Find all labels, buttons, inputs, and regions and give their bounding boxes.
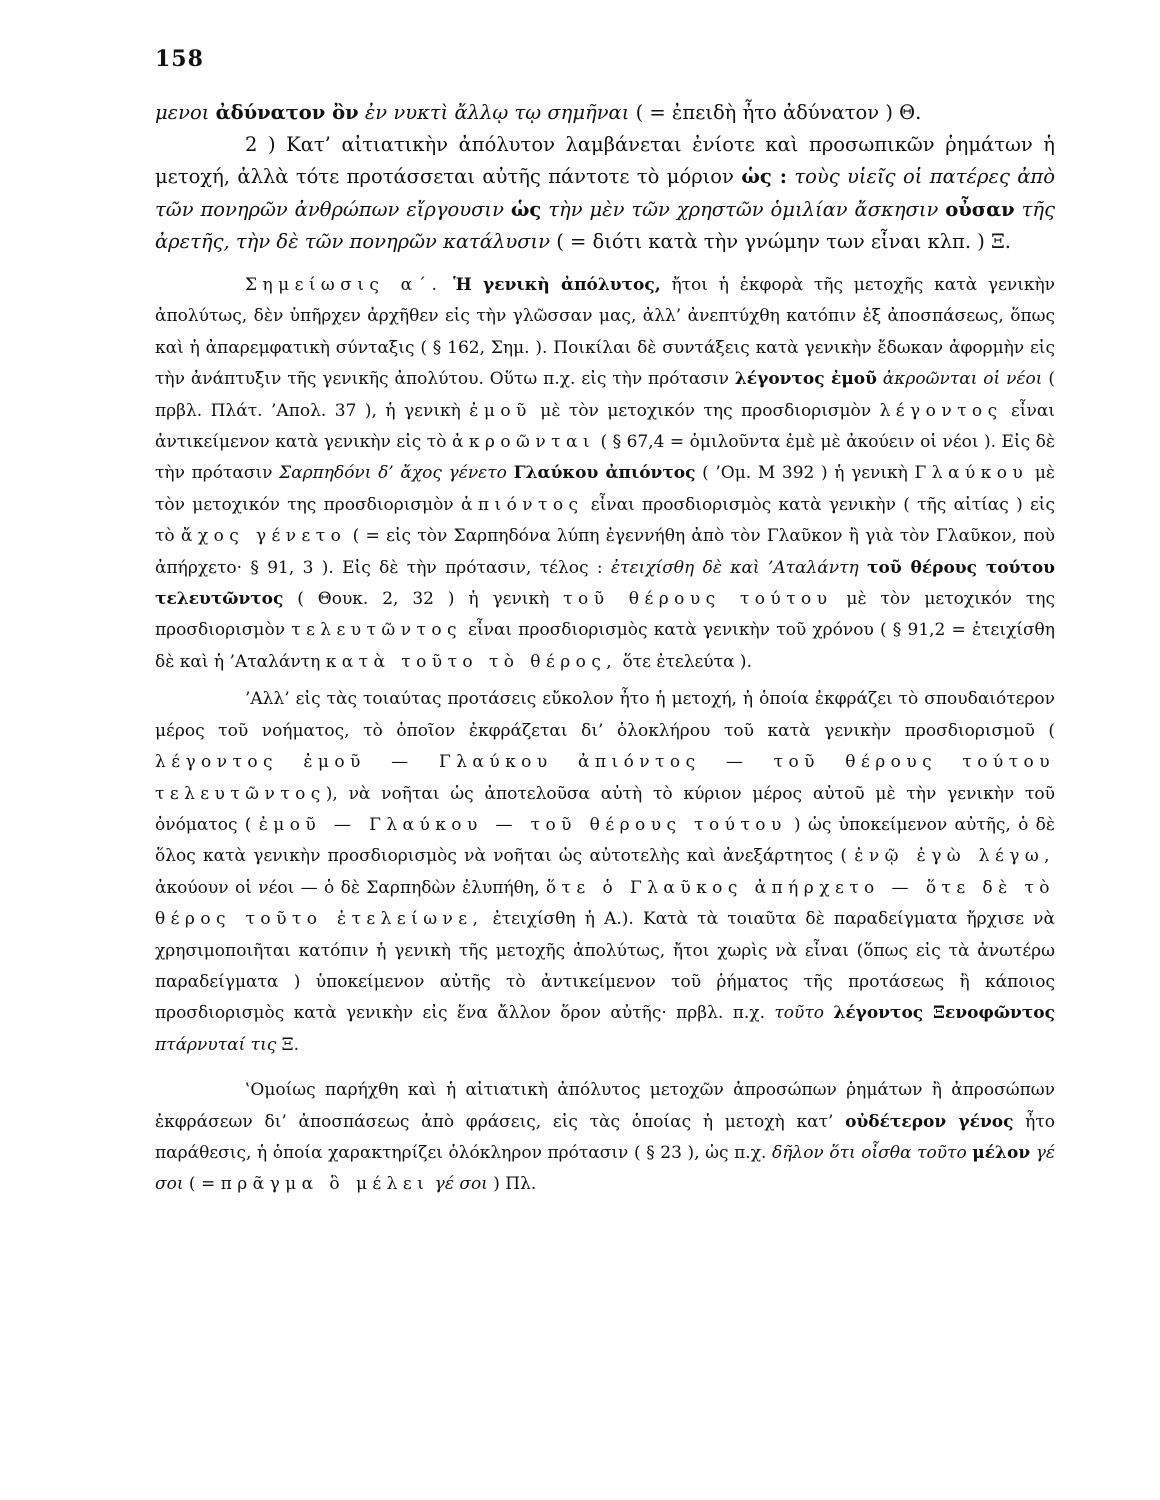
text-run: ’Αλλ’ εἰς τὰς τοιαύτας προτάσεις εὔκολον ἦτο ἡ μετοχή, ἡ ὁποία ἐκφράζει τὸ σπουδαιότερον μέρος τοῦ νοήματος, τὸ ὁποῖον ἐκφράζεται δι’ ὁλοκλήρου τοῦ κατὰ γενικὴν προσδιορισμοῦ ( xyxy=(155,689,1055,741)
text-run: ἐνῷ ἐγὼ λέγω, xyxy=(854,846,1056,867)
para-note-alpha xyxy=(155,270,1055,678)
text-run: ἀπιόντος xyxy=(460,494,584,515)
text-run: πρᾶγμα ὃ μέλει xyxy=(220,1174,430,1195)
para-rule-2 xyxy=(155,129,1055,258)
text-run: τοῦ θέρους τούτου τελευτῶντος xyxy=(155,557,1055,610)
text-run: λέγοντος Ξενοφῶντος xyxy=(833,1003,1055,1024)
text-run: ( = ἐπειδὴ ἦτο ἀδύνατον ) Θ. xyxy=(629,101,922,124)
text-run: ( = εἰς τὸν Σαρπηδόνα λύπη ἐγεννήθη ἀπὸ τὸν Γλαῦκον ἢ γιὰ τὸν Γλαῦκον, ποὺ ἀπήρχετο· § 91, 3 ). Εἰς δὲ τὴν πρότασιν, τέλος : xyxy=(155,526,1056,578)
text-run: Σαρπηδόνι δ’ ἄχος γένετο xyxy=(279,463,514,484)
text-run: ) ὡς ὑποκείμενον αὐτῆς, ὁ δὲ ὅλος κατὰ γενικὴν προσδιορισμὸς νὰ νοῆται ὡς αὐτοτελὴς καὶ ἀνεξάρτητος ( xyxy=(155,814,1055,867)
text-run: ), νὰ νοῆται ὡς ἀποτελοῦσα αὐτὴ τὸ κύριον μέρος αὐτοῦ μὲ τὴν γενικὴν τοῦ ὀνόματος ( xyxy=(155,783,1055,835)
text-run: εἶναι προσδιορισμὸς κατὰ γενικὴν ( τῆς αἰτίας ) εἰς τὸ xyxy=(155,494,1055,547)
para-continuation xyxy=(155,97,1055,129)
text-run: ‛Ομοίως παρήχθη καὶ ἡ αἰτιατικὴ ἀπόλυτος μετοχῶν ἀπροσώπων ῥημάτων ἢ ἀπροσώπων ἐκφράσεων δι’ ἀποσπάσεως ἀπὸ φράσεις, εἰς τὰς ὁποίας ἡ μετοχὴ κατ’ xyxy=(155,1080,1055,1132)
text-run: μὲ τὸν μετοχικόν της προσδιορισμὸν xyxy=(531,400,880,421)
text-run: ( ’Ομ. Μ 392 ) ἡ γενικὴ xyxy=(695,463,915,484)
text-run: εἶναι προσδιορισμὸς κατὰ γενικὴν τοῦ χρόνου ( § 91,2 = ἐτειχίσθη δὲ καὶ ἡ ’Αταλάντη xyxy=(155,620,1055,672)
text-run xyxy=(442,275,453,295)
text-run: Ξ. xyxy=(276,1034,300,1055)
text-run: μὲ τὸν μετοχικόν της προσδιορισμὸν xyxy=(155,589,1055,641)
text-run: ἐν νυκτὶ ἄλλῳ τῳ σημῆναι xyxy=(358,101,630,124)
text-run: ἐτειχίσθη δὲ καὶ ’Αταλάντη xyxy=(610,557,868,578)
text-run: τῆς ἀρετῆς, τὴν δὲ τῶν πονηρῶν κατάλυσιν xyxy=(155,197,1056,253)
text-run: ἀκροῶνται xyxy=(451,432,595,453)
text-run: ὅτε ἐτελεύτα ). xyxy=(617,651,752,672)
text-run: κατὰ τοῦτο τὸ θέρος, xyxy=(325,651,618,672)
text-run: ( = διότι κατὰ τὴν γνώμην των εἶναι κλπ. ) Ξ. xyxy=(550,229,1011,253)
text-run: Σημείωσις α΄. xyxy=(245,275,443,296)
text-run: ἤτοι ἡ ἐκφορὰ τῆς μετοχῆς κατὰ γενικὴν ἀπολύτως, δὲν ὑπῆρχεν ἀρχῆθεν εἰς τὴν γλῶσσαν μας, ἀλλ’ ἀνεπτύχθη κατόπιν ἐξ ἀποσπάσεως, ὅπως καὶ ἡ ἀπαρεμφατικὴ σύνταξις ( § 162, Σημ. ). Ποικίλαι δὲ συντάξεις κατὰ γενικὴν ἔδωκαν ἀφορμὴν εἰς τὴν ἀνάπτυξιν τῆς γενικῆς ἀπολύτου. Οὕτω π.χ. εἰς τὴν πρότασιν xyxy=(155,275,1056,390)
text-run: ἦτο παράθεσις, ἡ ὁποία χαρακτηρίζει ὁλόκληρον πρότασιν ( § 23 ), ὡς π.χ. xyxy=(155,1111,1055,1163)
para-accusative xyxy=(155,1075,1055,1201)
text-run: οὐδέτερον γένος xyxy=(845,1111,1014,1132)
text-run: μὲ τὸν μετοχικόν της προσδιορισμὸν xyxy=(155,463,1056,515)
text-run: ὅτε ὁ Γλαῦκος ἀπήρχετο — ὅτε δὲ τὸ θέρος τοῦτο ἐτελείωνε, xyxy=(155,877,1055,930)
text-run: τοῦτο xyxy=(774,1003,834,1024)
text-run: ( πρβλ. Πλάτ. ’Απολ. 37 ), ἡ γενικὴ xyxy=(155,369,1055,421)
text-run: ὡς : xyxy=(741,165,787,189)
text-run: 2 ) Κατ’ αἰτιατικὴν ἀπόλυτον λαμβάνεται ἐνίοτε καὶ προσωπικῶν ῥημάτων ἡ μετοχή, ἀλλὰ τότε προτάσσεται αὐτῆς πάντοτε τὸ μόριον xyxy=(155,133,1055,189)
text-run: γέ σοι xyxy=(429,1174,488,1195)
text-run: δῆλον ὅτι οἶσθα τοῦτο xyxy=(772,1142,973,1163)
text-run: τοὺς υἱεῖς οἱ πατέρες ἀπὸ τῶν πονηρῶν ἀνθρώπων εἴργουσιν xyxy=(155,165,1055,221)
para-explanation xyxy=(155,684,1055,1061)
text-run: λέγοντος ἐμοῦ — Γλαύκου ἀπιόντος — τοῦ θέρους τούτου τελευτῶντος xyxy=(155,752,1055,804)
text-run: ( Θουκ. 2, 32 ) ἡ γενικὴ xyxy=(283,589,564,610)
text-run: οὖσαν xyxy=(945,197,1015,221)
text-run: Γλαύκου ἀπιόντος xyxy=(513,463,696,484)
text-run: ἐτειχίσθη ἡ Α.). Κατὰ τὰ τοιαῦτα δὲ παραδείγματα ἤρχισε νὰ χρησιμοποιῆται κατόπιν ἡ γενικὴ τῆς μετοχῆς ἀπολύτως, ἤτοι χωρὶς νὰ εἶναι (ὅπως εἰς τὰ ἀνωτέρω παραδείγματα ) ὑποκείμενον αὐτῆς τὸ ἀντικείμενον τοῦ ῥήματος τῆς προτάσεως ἢ κάποιος προσδιορισμὸς κατὰ γενικὴν εἰς ἕνα ἄλλον ὅρον αὐτῆς· πρβλ. π.χ. xyxy=(155,909,1055,1024)
text-run: λέγοντος ἐμοῦ xyxy=(734,369,877,390)
text-run: ) Πλ. xyxy=(487,1174,537,1195)
text-run: μέλον xyxy=(972,1142,1031,1163)
text-run: τοῦ θέρους τούτου xyxy=(563,589,833,610)
page-number: 158 xyxy=(155,46,204,72)
text-run: γέ σοι xyxy=(155,1142,1055,1195)
text-run: μενοι xyxy=(155,101,216,124)
text-run: Ἡ γενικὴ ἀπόλυτος, xyxy=(453,275,661,296)
text-run: ἐμοῦ — Γλαύκου — τοῦ θέρους τούτου xyxy=(258,814,787,835)
text-run: εἶναι ἀντικείμενον κατὰ γενικὴν εἰς τὸ xyxy=(155,400,1056,453)
text-run: τὴν μὲν τῶν χρηστῶν ὁμιλίαν ἄσκησιν xyxy=(541,197,946,221)
text-run: λέγοντος xyxy=(879,400,1003,421)
text-run: ἀδύνατον ὂν xyxy=(215,101,359,124)
text-run: ( = xyxy=(183,1174,221,1195)
text-run: ὡς xyxy=(510,197,542,221)
text-run: πτάρνυταί τις xyxy=(155,1034,277,1055)
text-run: ἄχος γένετο xyxy=(180,526,347,547)
text-run: ἀκούουν οἱ νέοι — ὁ δὲ Σαρπηδὼν ἐλυπήθη, xyxy=(155,877,546,898)
text-run: Γλαύκου xyxy=(914,463,1029,484)
text-run: ἀκροῶνται οἱ νέοι xyxy=(876,369,1043,390)
text-run: τελευτῶντος xyxy=(291,620,462,641)
text-run: ( § 67,4 = ὁμιλοῦντα ἐμὲ μὲ ἀκούειν οἱ νέοι ). Εἰς δὲ τὴν πρότασιν xyxy=(155,432,1055,484)
page-body xyxy=(155,97,1055,1201)
text-run: ἐμοῦ xyxy=(469,400,532,421)
